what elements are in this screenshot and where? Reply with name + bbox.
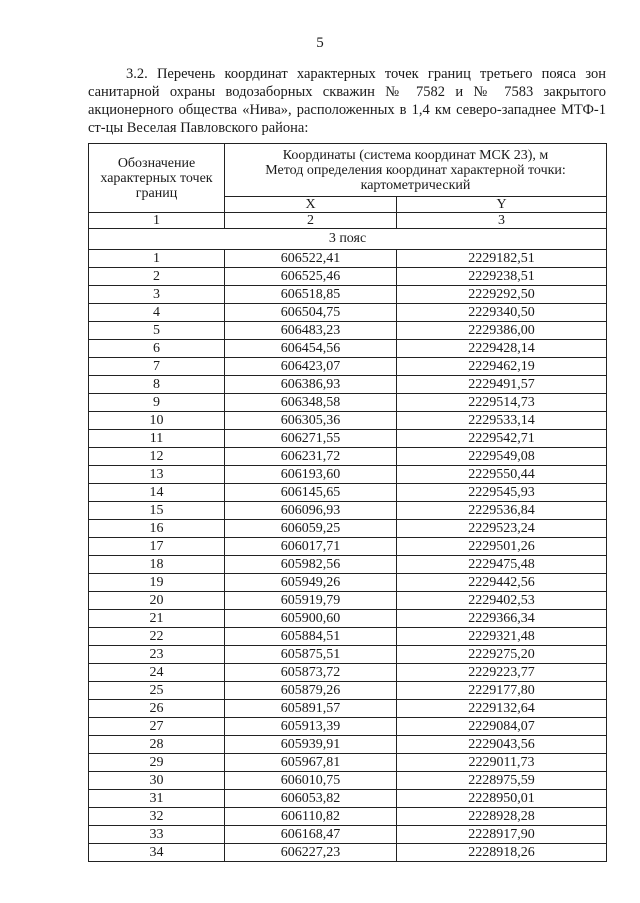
coord-x: 605884,51	[225, 628, 397, 646]
table-row	[89, 250, 607, 268]
table-row	[89, 682, 607, 700]
table-row	[89, 484, 607, 502]
coord-y: 2229182,51	[397, 250, 607, 268]
coord-x: 605875,51	[225, 646, 397, 664]
column-number-row	[89, 213, 607, 229]
table-row	[89, 376, 607, 394]
point-number: 21	[89, 610, 225, 628]
coord-x: 606096,93	[225, 502, 397, 520]
coord-y: 2229542,71	[397, 430, 607, 448]
coord-x: 606348,58	[225, 394, 397, 412]
coord-y: 2229223,77	[397, 664, 607, 682]
coord-y: 2229462,19	[397, 358, 607, 376]
coord-x: 606110,82	[225, 808, 397, 826]
point-number: 13	[89, 466, 225, 484]
coord-y: 2228917,90	[397, 826, 607, 844]
coord-x: 606525,46	[225, 268, 397, 286]
coord-x: 606145,65	[225, 484, 397, 502]
coord-x: 606017,71	[225, 538, 397, 556]
point-number: 15	[89, 502, 225, 520]
table-row	[89, 664, 607, 682]
coord-x: 605949,26	[225, 574, 397, 592]
table-row	[89, 358, 607, 376]
header-row	[89, 144, 607, 197]
point-number: 18	[89, 556, 225, 574]
table-row	[89, 286, 607, 304]
coord-x: 605919,79	[225, 592, 397, 610]
coord-y: 2229501,26	[397, 538, 607, 556]
table-row	[89, 754, 607, 772]
coord-x: 605982,56	[225, 556, 397, 574]
table-row	[89, 826, 607, 844]
coord-x: 606227,23	[225, 844, 397, 862]
coord-y: 2228918,26	[397, 844, 607, 862]
coord-y: 2229366,34	[397, 610, 607, 628]
table-row	[89, 268, 607, 286]
coord-x: 605913,39	[225, 718, 397, 736]
point-number: 32	[89, 808, 225, 826]
point-number: 5	[89, 322, 225, 340]
coord-x: 606423,07	[225, 358, 397, 376]
table-row	[89, 628, 607, 646]
section-heading: 3.2. Перечень координат характерных точек границ третьего пояса зон санитарной охраны водозаборных скважин № 7582 и № 7583 закрытого акционерного общества «Нива», расположенных в 1,4 км северо-западнее МТФ-1 ст-цы Веселая Павловского района:	[88, 66, 606, 136]
coord-y: 2229514,73	[397, 394, 607, 412]
point-number: 26	[89, 700, 225, 718]
table-row	[89, 844, 607, 862]
table-row	[89, 538, 607, 556]
point-number: 14	[89, 484, 225, 502]
coord-x: 605891,57	[225, 700, 397, 718]
coord-y: 2229275,20	[397, 646, 607, 664]
table-row	[89, 772, 607, 790]
table-row	[89, 574, 607, 592]
point-number: 10	[89, 412, 225, 430]
point-number: 30	[89, 772, 225, 790]
point-number: 23	[89, 646, 225, 664]
coord-y: 2229533,14	[397, 412, 607, 430]
coord-y: 2229177,80	[397, 682, 607, 700]
header-y: Y	[397, 197, 607, 213]
point-number: 8	[89, 376, 225, 394]
header-coordinates	[225, 144, 607, 197]
zone-row	[89, 229, 607, 250]
coord-x: 606305,36	[225, 412, 397, 430]
point-number: 28	[89, 736, 225, 754]
coord-y: 2229442,56	[397, 574, 607, 592]
coord-x: 606518,85	[225, 286, 397, 304]
coord-y: 2229321,48	[397, 628, 607, 646]
column-number-3: 3	[397, 213, 607, 229]
point-number: 3	[89, 286, 225, 304]
point-number: 33	[89, 826, 225, 844]
point-number: 17	[89, 538, 225, 556]
table-row	[89, 700, 607, 718]
coord-y: 2229238,51	[397, 268, 607, 286]
point-number: 16	[89, 520, 225, 538]
table-row	[89, 466, 607, 484]
table-row	[89, 304, 607, 322]
coordinates-table-body	[89, 144, 607, 862]
point-number: 24	[89, 664, 225, 682]
header-coord-system: Координаты (система координат МСК 23), м	[282, 147, 549, 163]
coord-x: 606504,75	[225, 304, 397, 322]
table-row	[89, 790, 607, 808]
coordinates-table	[88, 143, 607, 862]
point-number: 20	[89, 592, 225, 610]
coord-y: 2229132,64	[397, 700, 607, 718]
point-number: 6	[89, 340, 225, 358]
header-coord-method: Метод определения координат характерной точки: картометрический	[265, 162, 566, 193]
point-number: 27	[89, 718, 225, 736]
coord-y: 2228975,59	[397, 772, 607, 790]
coord-y: 2229545,93	[397, 484, 607, 502]
column-number-2: 2	[225, 213, 397, 229]
table-row	[89, 736, 607, 754]
table-row	[89, 718, 607, 736]
point-number: 29	[89, 754, 225, 772]
header-x: X	[225, 197, 397, 213]
table-row	[89, 592, 607, 610]
coord-x: 605967,81	[225, 754, 397, 772]
table-row	[89, 808, 607, 826]
coord-y: 2229386,00	[397, 322, 607, 340]
point-number: 31	[89, 790, 225, 808]
table-row	[89, 448, 607, 466]
coord-y: 2229340,50	[397, 304, 607, 322]
point-number: 1	[89, 250, 225, 268]
coord-x: 606231,72	[225, 448, 397, 466]
coord-x: 606454,56	[225, 340, 397, 358]
coord-x: 605879,26	[225, 682, 397, 700]
coord-x: 605873,72	[225, 664, 397, 682]
coord-y: 2229536,84	[397, 502, 607, 520]
coord-y: 2228928,28	[397, 808, 607, 826]
coord-x: 606193,60	[225, 466, 397, 484]
coord-y: 2229428,14	[397, 340, 607, 358]
coord-y: 2229402,53	[397, 592, 607, 610]
coord-y: 2229550,44	[397, 466, 607, 484]
coord-x: 606386,93	[225, 376, 397, 394]
coord-y: 2229084,07	[397, 718, 607, 736]
coord-x: 606053,82	[225, 790, 397, 808]
header-point-designation: Обозначение характерных точек границ	[89, 144, 225, 213]
coord-y: 2229292,50	[397, 286, 607, 304]
coord-x: 606271,55	[225, 430, 397, 448]
coord-y: 2228950,01	[397, 790, 607, 808]
zone-label: 3 пояс	[89, 229, 607, 250]
column-number-1: 1	[89, 213, 225, 229]
page-number: 5	[316, 35, 324, 51]
table-row	[89, 502, 607, 520]
point-number: 34	[89, 844, 225, 862]
table-row	[89, 610, 607, 628]
coord-x: 606059,25	[225, 520, 397, 538]
table-row	[89, 520, 607, 538]
coord-y: 2229043,56	[397, 736, 607, 754]
coord-x: 605939,91	[225, 736, 397, 754]
point-number: 25	[89, 682, 225, 700]
coord-y: 2229475,48	[397, 556, 607, 574]
point-number: 9	[89, 394, 225, 412]
coord-x: 606010,75	[225, 772, 397, 790]
table-row	[89, 412, 607, 430]
coord-y: 2229011,73	[397, 754, 607, 772]
coord-y: 2229549,08	[397, 448, 607, 466]
point-number: 4	[89, 304, 225, 322]
coord-y: 2229491,57	[397, 376, 607, 394]
coord-x: 606168,47	[225, 826, 397, 844]
table-row	[89, 322, 607, 340]
point-number: 12	[89, 448, 225, 466]
coord-x: 605900,60	[225, 610, 397, 628]
coord-x: 606483,23	[225, 322, 397, 340]
point-number: 19	[89, 574, 225, 592]
table-row	[89, 646, 607, 664]
point-number: 2	[89, 268, 225, 286]
table-row	[89, 340, 607, 358]
point-number: 7	[89, 358, 225, 376]
table-row	[89, 394, 607, 412]
point-number: 22	[89, 628, 225, 646]
table-row	[89, 430, 607, 448]
point-number: 11	[89, 430, 225, 448]
coord-x: 606522,41	[225, 250, 397, 268]
table-row	[89, 556, 607, 574]
coord-y: 2229523,24	[397, 520, 607, 538]
